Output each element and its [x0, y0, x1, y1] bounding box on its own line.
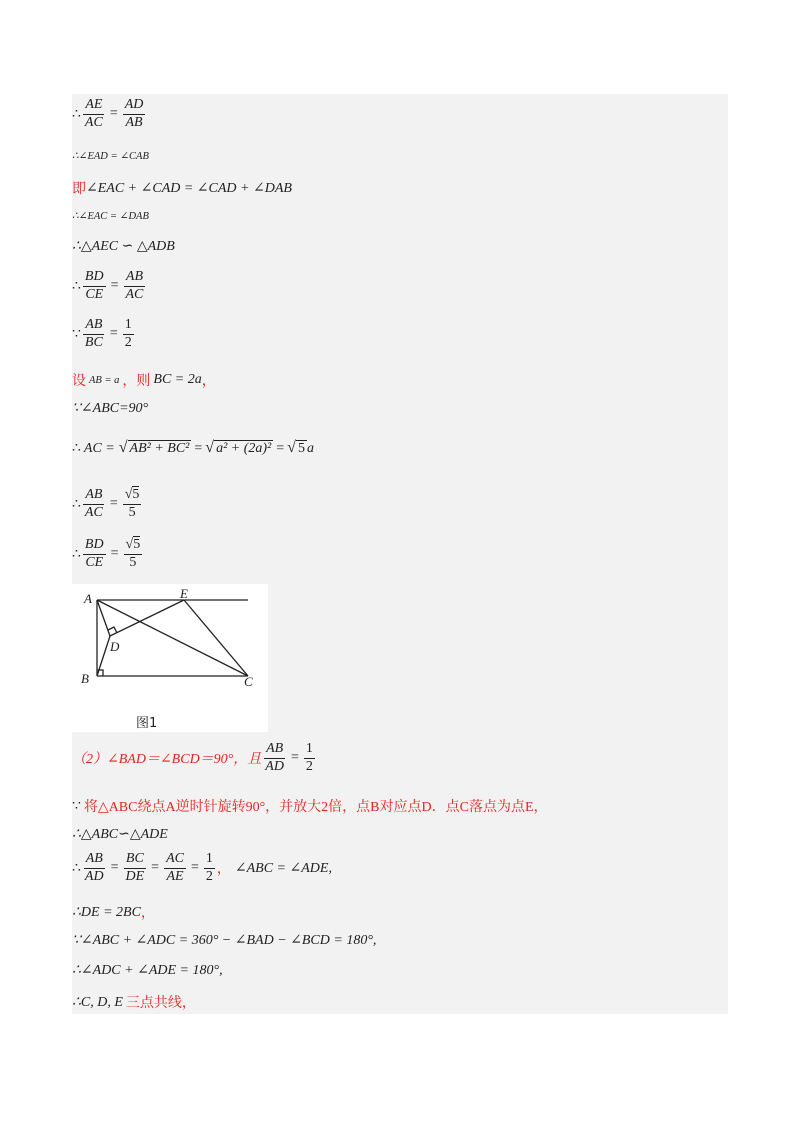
label-b: B	[81, 671, 89, 686]
line-ac-length: ∴ AC = √ AB² + BC² = √ a² + (2a)² = √ 5 a	[72, 439, 314, 456]
square-root: √ a² + (2a)²	[205, 439, 272, 456]
figure-caption: 图1	[136, 716, 158, 731]
line-ratio-bd-ce-result: ∴ $\frac{BD}{CE}$ = $\frac{√5}{5}$	[72, 537, 141, 570]
segment-ec	[184, 600, 248, 676]
line-collinear: ∴C, D, E 三点共线，	[72, 994, 196, 1011]
line-ratio-ab-ac: ∴ $\frac{AB}{AC}$ = $\frac{√5}{5}$	[72, 487, 140, 520]
line-angle-sum-360: ∵∠ABC + ∠ADC = 360° − ∠BAD − ∠BCD = 180°,	[72, 933, 377, 948]
right-angle-mark-d	[108, 627, 117, 633]
therefore-symbol: ∴	[72, 106, 81, 122]
line-ratio-ae-ac: ∴ $\frac{AE}{AC}$ = $\frac{AD}{AB}$	[72, 97, 144, 130]
line-de-equals-2bc: ∴DE = 2BC ，	[72, 904, 155, 921]
line-similar-abc-ade: ∴△ABC∽△ADE	[72, 827, 168, 842]
line-part-two-condition: （2）∠BAD＝∠BCD＝90°，且 $\frac{AB}{AD}$ = $\frac{1}{2}$	[72, 741, 313, 774]
label-e: E	[180, 586, 188, 601]
square-root: √ 5	[287, 439, 305, 456]
line-ratio-chain: ∴ $\frac{AB}{AD}$ = $\frac{BC}{DE}$ = $\frac{AC}{AE}$ = $\frac{1}{2}$ ， ∠ABC = ∠ADE,	[72, 851, 332, 884]
label-c: C	[244, 674, 253, 689]
fraction: $\frac{AE}{AC}$	[84, 97, 103, 130]
line-given-ratio: ∵ $\frac{AB}{BC}$ = $\frac{1}{2}$	[72, 317, 132, 350]
line-ratio-bd-ce: ∴ $\frac{BD}{CE}$ = $\frac{AB}{AC}$	[72, 269, 144, 302]
line-right-angle: ∵∠ABC=90°	[72, 401, 149, 416]
figure-diagram	[72, 584, 268, 732]
geometry-figure	[72, 584, 268, 732]
line-rotation-description: ∵ 将△ABC绕点A逆时针旋转90°，并放大2倍，点B对应点D．点C落点为点E，	[72, 798, 548, 815]
fraction: $\frac{AD}{AB}$	[124, 97, 144, 130]
line-similar-triangles: ∴△AEC ∽ △ADB	[72, 239, 175, 254]
line-angle-sum: 即 ∠EAC + ∠CAD = ∠CAD + ∠DAB	[72, 180, 292, 197]
line-angle-eac: ∴∠EAC = ∠DAB	[72, 211, 149, 222]
line-let-ab: 设 AB = a ，则 BC = 2a ，	[72, 372, 216, 389]
segment-ac	[97, 600, 248, 676]
segment-ed	[110, 600, 184, 636]
label-a: A	[84, 591, 92, 606]
label-d: D	[110, 639, 120, 654]
line-angle-sum-180: ∴∠ADC + ∠ADE = 180°,	[72, 963, 223, 978]
line-angle-ead: ∴∠EAD = ∠CAB	[72, 151, 149, 162]
square-root: √ AB² + BC²	[118, 439, 190, 456]
solution-panel	[72, 94, 728, 1014]
